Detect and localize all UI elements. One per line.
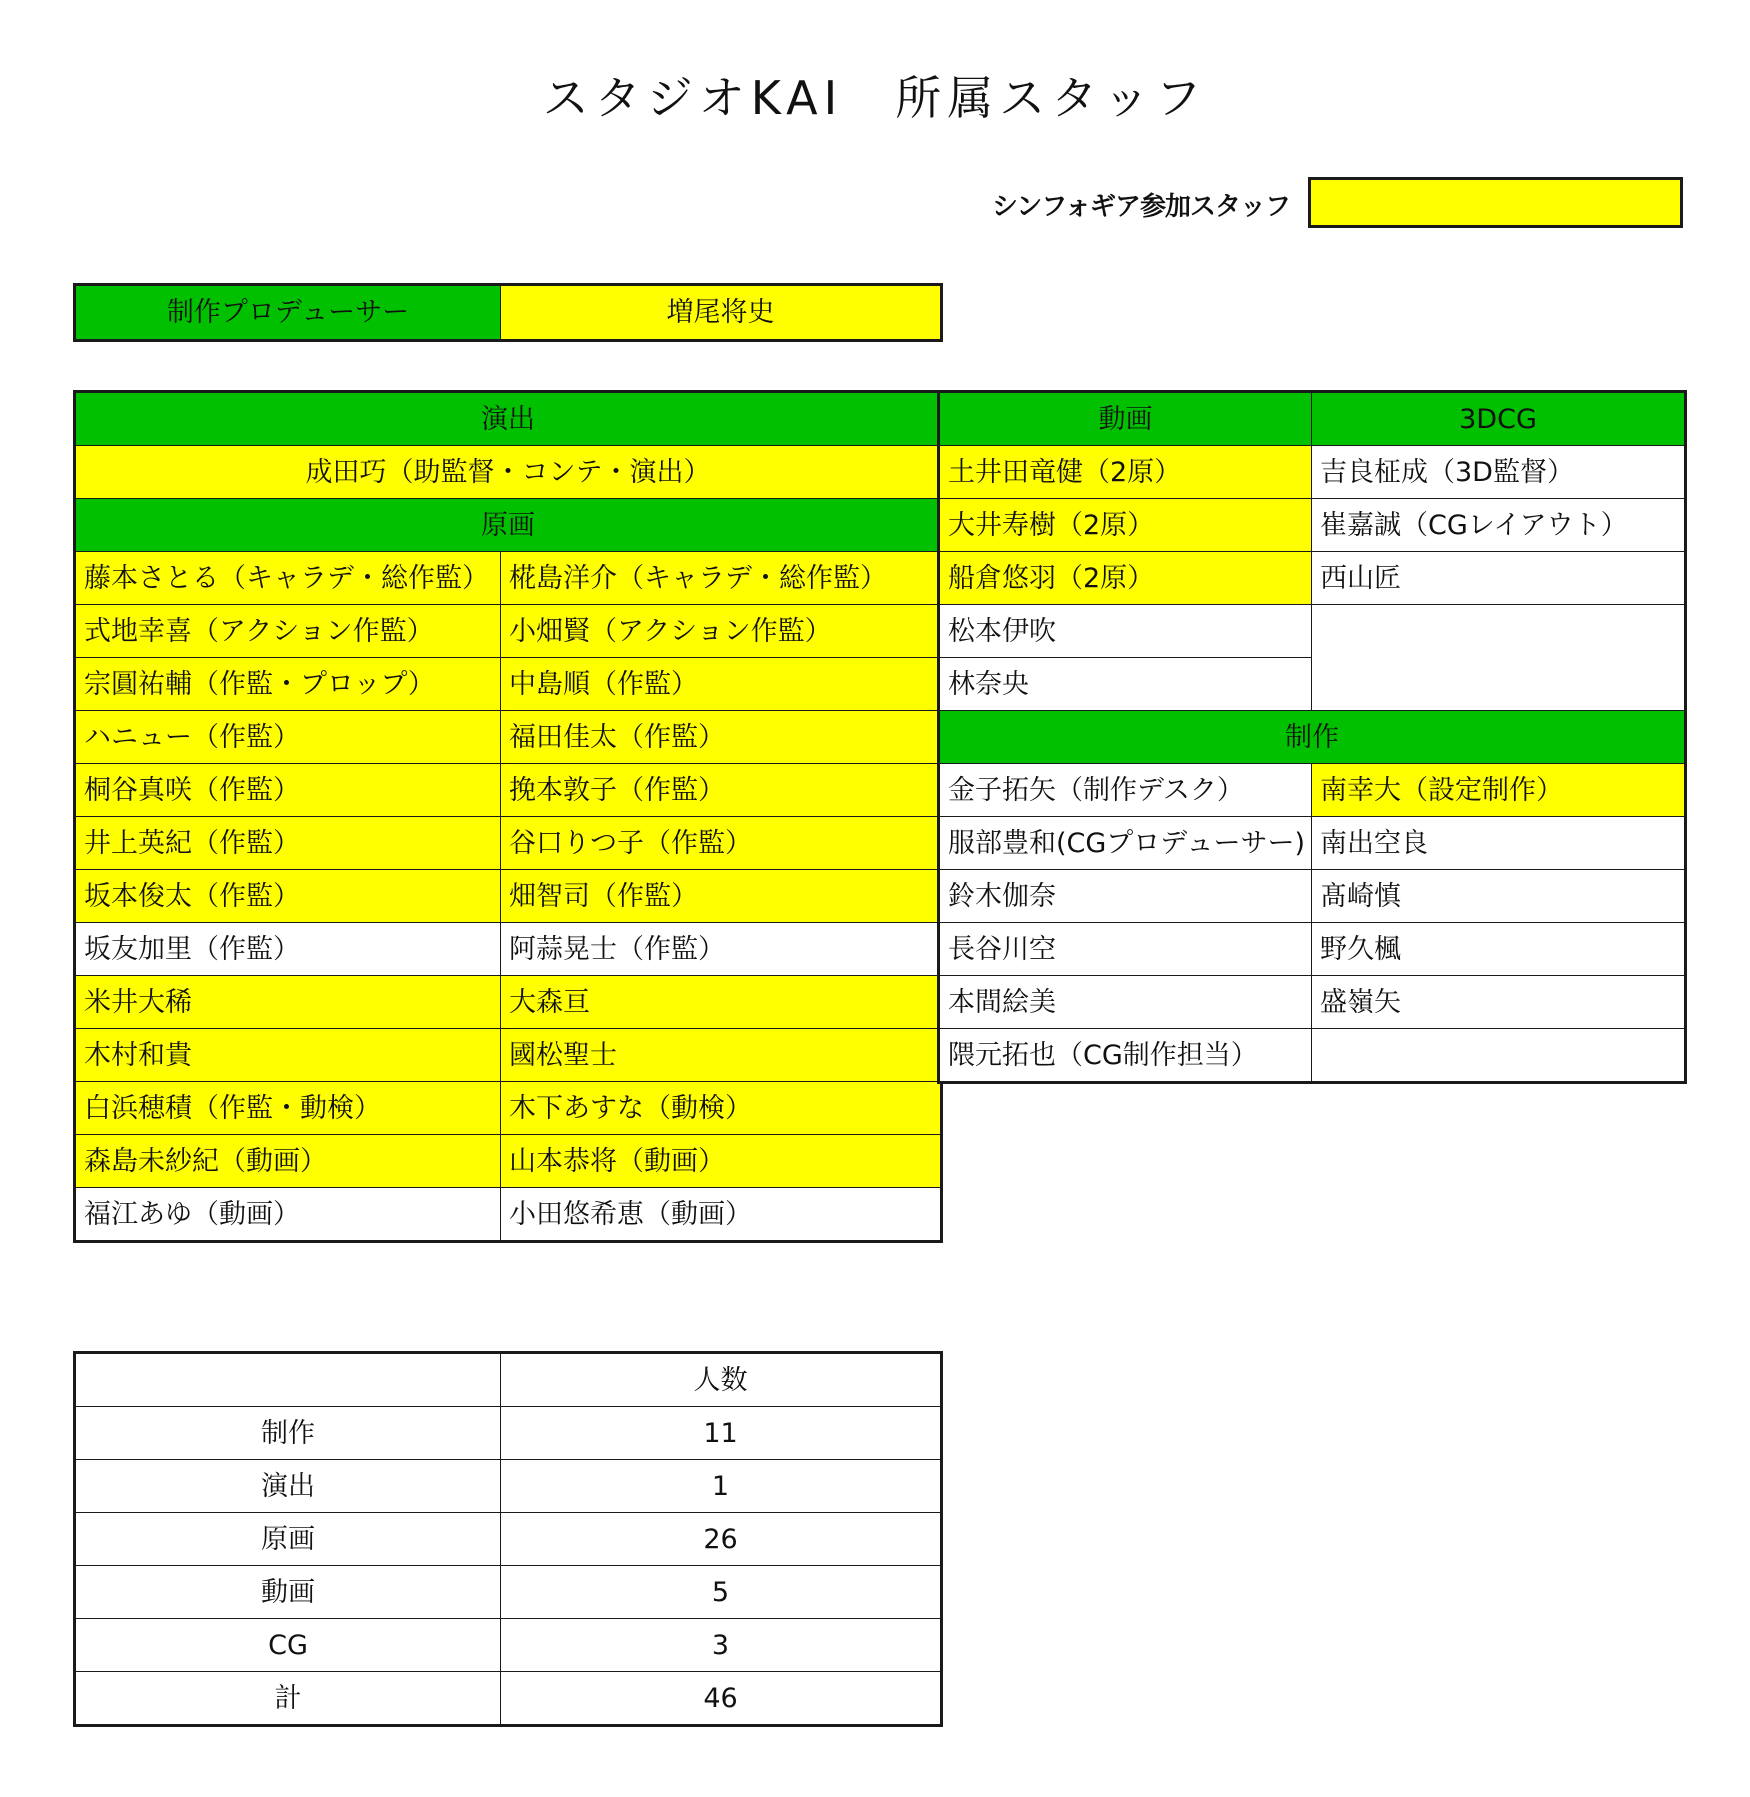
production-staff-cell: 服部豊和(CGプロデューサー)	[940, 817, 1312, 870]
key-animator-cell: 大森亘	[501, 976, 941, 1029]
producer-role: 制作プロデューサー	[76, 286, 501, 340]
key-animator-cell: 木村和貴	[76, 1029, 501, 1082]
producer-name: 増尾将史	[501, 286, 941, 340]
cg-empty-cell	[1312, 605, 1685, 711]
production-header: 制作	[940, 711, 1685, 764]
table-row	[76, 817, 941, 870]
key-animator-cell: 中島順（作監）	[501, 658, 941, 711]
key-animator-cell: 谷口りつ子（作監）	[501, 817, 941, 870]
headcount-category: CG	[76, 1619, 501, 1672]
production-staff-cell: 長谷川空	[940, 923, 1312, 976]
page-title: スタジオKAI 所属スタッフ	[542, 71, 1208, 125]
key-animator-cell: 宗圓祐輔（作監・プロップ）	[76, 658, 501, 711]
key-animator-cell: 木下あすな（動検）	[501, 1082, 941, 1135]
legend-color-swatch	[1308, 177, 1683, 228]
table-row	[76, 1082, 941, 1135]
key-animator-cell: 坂友加里（作監）	[76, 923, 501, 976]
production-staff-cell: 野久楓	[1312, 923, 1685, 976]
key-animator-cell: 福田佳太（作監）	[501, 711, 941, 764]
table-row	[940, 605, 1685, 658]
table-row	[76, 552, 941, 605]
table-row	[940, 1029, 1685, 1082]
table-row	[76, 1188, 941, 1241]
production-staff-cell: 髙崎慎	[1312, 870, 1685, 923]
table-row	[940, 976, 1685, 1029]
key-animator-cell: 坂本俊太（作監）	[76, 870, 501, 923]
table-row	[76, 658, 941, 711]
key-animator-cell: 米井大稀	[76, 976, 501, 1029]
headcount-category: 動画	[76, 1566, 501, 1619]
key-animator-cell: 藤本さとる（キャラデ・総作監）	[76, 552, 501, 605]
key-animator-cell: 國松聖士	[501, 1029, 941, 1082]
key-animator-cell: 白浜穂積（作監・動検）	[76, 1082, 501, 1135]
table-row	[76, 1619, 941, 1672]
production-staff-cell: 南出空良	[1312, 817, 1685, 870]
key-animator-cell: 式地幸喜（アクション作監）	[76, 605, 501, 658]
key-animator-cell: 井上英紀（作監）	[76, 817, 501, 870]
in-between-staff-cell: 土井田竜健（2原）	[940, 446, 1312, 499]
table-row	[76, 764, 941, 817]
table-row	[76, 1513, 941, 1566]
headcount-category: 制作	[76, 1407, 501, 1460]
production-staff-cell: 南幸大（設定制作）	[1312, 764, 1685, 817]
headcount-corner	[76, 1354, 501, 1407]
table-row	[76, 1460, 941, 1513]
in-between-staff-cell: 大井寿樹（2原）	[940, 499, 1312, 552]
production-staff-cell: 盛嶺矢	[1312, 976, 1685, 1029]
cg-staff-cell: 吉良柾成（3D監督）	[1312, 446, 1685, 499]
table-row	[76, 711, 941, 764]
key-animator-cell: 山本恭将（動画）	[501, 1135, 941, 1188]
table-row	[940, 499, 1685, 552]
key-animator-cell: 挽本敦子（作監）	[501, 764, 941, 817]
in-between-staff-cell: 林奈央	[940, 658, 1312, 711]
producer-table	[75, 285, 941, 340]
headcount-table	[75, 1353, 941, 1725]
key-animator-cell: 椛島洋介（キャラデ・総作監）	[501, 552, 941, 605]
cg-header: 3DCG	[1312, 393, 1685, 446]
key-animator-cell: 小田悠希恵（動画）	[501, 1188, 941, 1241]
key-animator-cell: 福江あゆ（動画）	[76, 1188, 501, 1241]
table-row	[940, 446, 1685, 499]
headcount-value: 26	[501, 1513, 941, 1566]
direction-key-animation-table	[75, 392, 941, 1241]
headcount-category: 計	[76, 1672, 501, 1725]
table-row	[940, 764, 1685, 817]
table-row	[76, 1407, 941, 1460]
table-row	[940, 711, 1685, 764]
headcount-category: 演出	[76, 1460, 501, 1513]
production-staff-cell: 鈴木伽奈	[940, 870, 1312, 923]
table-row	[76, 1566, 941, 1619]
cg-staff-cell: 崔嘉誠（CGレイアウト）	[1312, 499, 1685, 552]
production-staff-cell: 隈元拓也（CG制作担当）	[940, 1029, 1312, 1082]
production-staff-cell: 金子拓矢（制作デスク）	[940, 764, 1312, 817]
headcount-value: 5	[501, 1566, 941, 1619]
key-animation-header: 原画	[76, 499, 941, 552]
headcount-value: 11	[501, 1407, 941, 1460]
key-animator-cell: 森島未紗紀（動画）	[76, 1135, 501, 1188]
key-animator-cell: 畑智司（作監）	[501, 870, 941, 923]
in-between-staff-cell: 船倉悠羽（2原）	[940, 552, 1312, 605]
headcount-header: 人数	[501, 1354, 941, 1407]
in-between-cg-production-table	[939, 392, 1685, 1082]
key-animator-cell: ハニュー（作監）	[76, 711, 501, 764]
key-animator-cell: 桐谷真咲（作監）	[76, 764, 501, 817]
headcount-value: 1	[501, 1460, 941, 1513]
table-row	[76, 1135, 941, 1188]
key-animator-cell: 小畑賢（アクション作監）	[501, 605, 941, 658]
key-animator-cell: 阿蒜晃士（作監）	[501, 923, 941, 976]
legend-label: シンフォギア参加スタッフ	[991, 192, 1290, 222]
table-row	[76, 870, 941, 923]
headcount-value: 46	[501, 1672, 941, 1725]
direction-header: 演出	[76, 393, 941, 446]
table-row	[76, 605, 941, 658]
direction-staff: 成田巧（助監督・コンテ・演出）	[76, 446, 941, 499]
production-staff-cell: 本間絵美	[940, 976, 1312, 1029]
table-row	[940, 552, 1685, 605]
in-between-header: 動画	[940, 393, 1312, 446]
table-row	[76, 1029, 941, 1082]
in-between-staff-cell: 松本伊吹	[940, 605, 1312, 658]
table-row	[76, 1672, 941, 1725]
table-row	[940, 817, 1685, 870]
headcount-category: 原画	[76, 1513, 501, 1566]
headcount-value: 3	[501, 1619, 941, 1672]
table-row	[940, 870, 1685, 923]
table-row	[76, 976, 941, 1029]
table-row	[940, 923, 1685, 976]
cg-staff-cell: 西山匠	[1312, 552, 1685, 605]
production-staff-cell	[1312, 1029, 1685, 1082]
table-row	[76, 923, 941, 976]
